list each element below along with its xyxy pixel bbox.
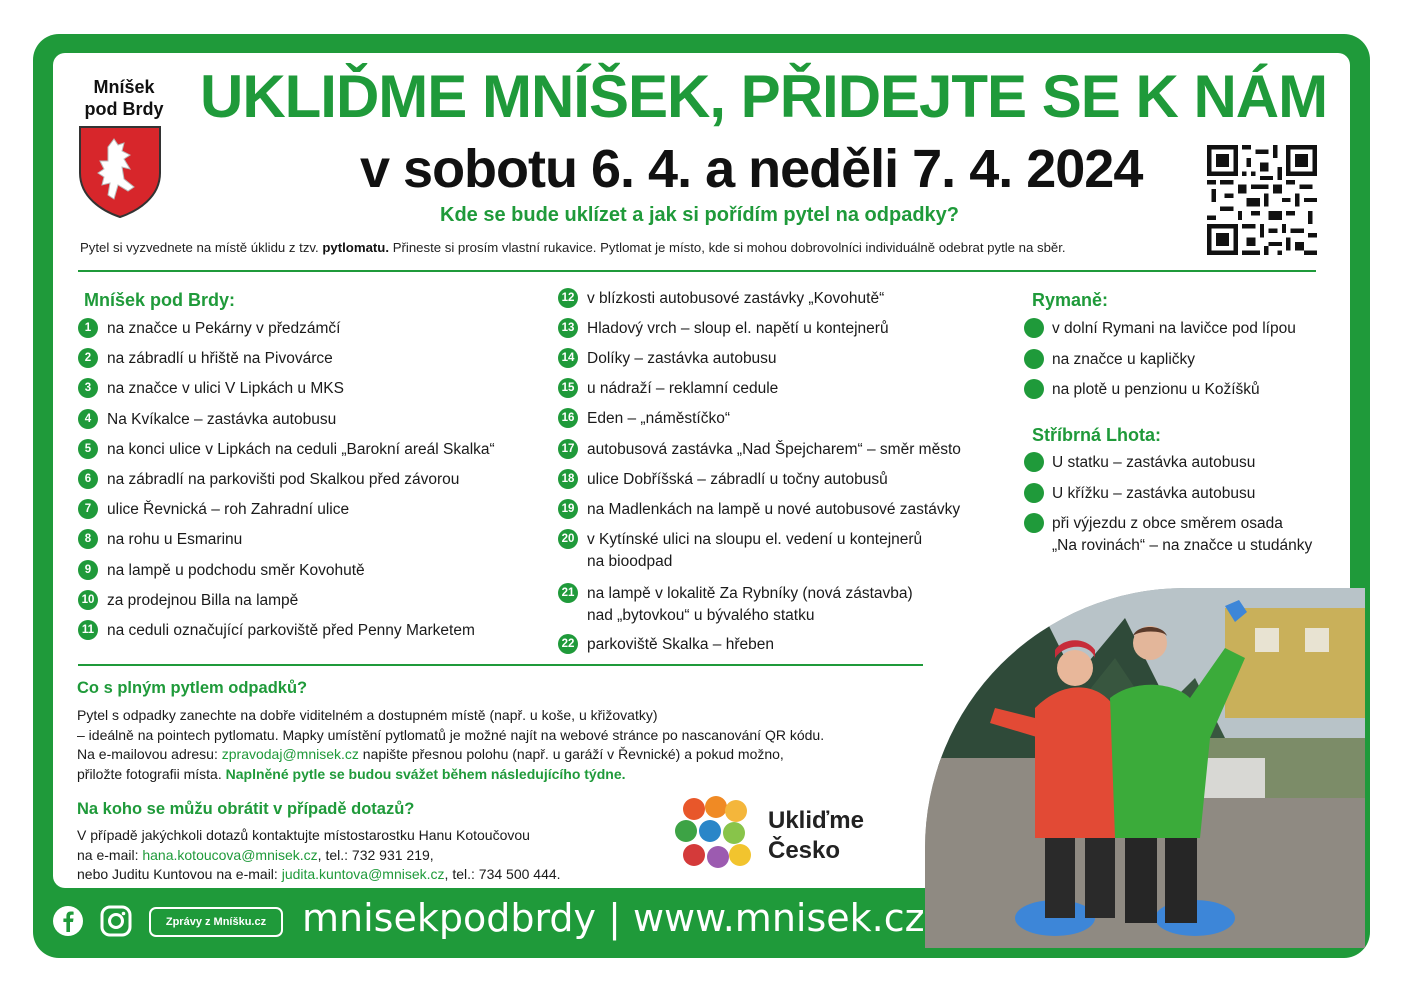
list-item <box>78 348 333 370</box>
bullet-icon <box>1024 349 1044 369</box>
list-item: při výjezdu z obce směrem osada „Na rovinách“ – na značce u studánky <box>1024 513 1312 557</box>
list-item <box>558 439 961 461</box>
location-text: na konci ulice v Lipkách na ceduli „Barokní areál Skalka“ <box>107 440 495 458</box>
list-item <box>558 408 730 430</box>
list-item <box>1024 483 1255 505</box>
number-badge: 21 <box>558 583 578 603</box>
number-badge: 5 <box>78 439 98 459</box>
divider <box>78 664 923 666</box>
bullet-icon <box>1024 483 1044 503</box>
location-text: na značce u kapličky <box>1052 350 1196 368</box>
list-item <box>558 348 777 370</box>
number-badge: 7 <box>78 499 98 519</box>
page-title: UKLIĎME MNÍŠEK, PŘIDEJTE SE K NÁM <box>200 63 1328 130</box>
number-badge: 17 <box>558 439 578 459</box>
list-item <box>78 560 365 582</box>
location-text: na lampě u podchodu směr Kovohutě <box>107 561 365 579</box>
contact-text: V případě jakýchkoli dotazů kontaktujte místostarostku Hanu Kotoučovou na e-mail: hana.kotoucova@mnisek.cz, tel.: 732 931 219, nebo Juditu Kuntovou na e-mail: judita.kuntova@mnisek.cz, tel.: 734 500 444. <box>77 827 561 882</box>
number-badge: 3 <box>78 378 98 398</box>
location-text: Dolíky – zastávka autobusu <box>587 350 777 367</box>
location-text: na rohu u Esmarinu <box>107 531 243 549</box>
event-dates: v sobotu 6. 4. a neděli 7. 4. 2024 <box>360 139 1143 199</box>
number-badge: 2 <box>78 348 98 368</box>
list-item <box>558 499 960 521</box>
pytlomat-term: pytlomatu. <box>322 240 390 255</box>
location-text: na zábradlí na parkovišti pod Skalkou před závorou <box>107 471 460 488</box>
location-text: na Madlenkách na lampě u nové autobusové zastávky <box>587 501 961 518</box>
section-title-mnisek: Mníšek pod Brdy: <box>84 290 236 310</box>
instagram-icon[interactable] <box>100 905 132 937</box>
number-badge: 19 <box>558 499 578 519</box>
number-badge: 12 <box>558 288 578 308</box>
location-text: v dolní Rymani na lavičce pod lípou <box>1052 320 1296 337</box>
number-badge: 14 <box>558 348 578 368</box>
number-badge: 22 <box>558 634 578 654</box>
town-name-line1: Mníšek <box>93 77 155 97</box>
number-badge: 9 <box>78 560 98 580</box>
number-badge: 1 <box>78 318 98 338</box>
location-text: ulice Dobříšská – zábradlí u točny autobusů <box>587 471 888 488</box>
list-item <box>558 583 913 627</box>
location-text: ulice Řevnická – roh Zahradní ulice <box>107 501 350 519</box>
section-title-rymane: Rymaně: <box>1032 290 1109 310</box>
bullet-icon <box>1024 379 1044 399</box>
list-item <box>78 469 459 491</box>
list-item <box>1024 349 1195 371</box>
list-item <box>1024 318 1296 340</box>
bullet-icon <box>1024 513 1044 533</box>
uklidme-cesko-logo-icon <box>672 795 756 879</box>
bullet-icon <box>1024 452 1044 472</box>
crest-icon <box>78 125 162 219</box>
number-badge: 20 <box>558 529 578 549</box>
location-text: na značce u Pekárny v předzámčí <box>107 320 341 337</box>
location-text: v blízkosti autobusové zastávky „Kovohutě“ <box>587 290 885 307</box>
location-text: u nádraží – reklamní cedule <box>587 380 779 397</box>
location-text: za prodejnou Billa na lampě <box>107 591 299 609</box>
location-text: parkoviště Skalka – hřeben <box>587 636 774 653</box>
location-text: v Kytínské ulici na sloupu el. vedení u kontejnerů na bioodpad <box>587 531 923 570</box>
list-item <box>1024 452 1255 474</box>
list-item <box>558 318 889 340</box>
town-name-line2: pod Brdy <box>84 99 164 119</box>
list-item <box>78 620 475 642</box>
list-item <box>78 378 344 400</box>
location-text: Eden – „náměstíčko“ <box>587 410 731 427</box>
number-badge: 6 <box>78 469 98 489</box>
location-text: Hladový vrch – sloup el. napětí u kontejnerů <box>587 320 889 337</box>
location-text: U statku – zastávka autobusu <box>1052 454 1256 471</box>
number-badge: 15 <box>558 378 578 398</box>
number-badge: 13 <box>558 318 578 338</box>
location-text: U křížku – zastávka autobusu <box>1052 484 1256 502</box>
list-item <box>78 439 495 461</box>
number-badge: 4 <box>78 409 98 429</box>
uklidme-cesko-logo: Ukliďme Česko <box>768 807 864 864</box>
zpravy-z-mnisku-button[interactable]: Zprávy z Mníšku.cz <box>149 907 283 937</box>
number-badge: 8 <box>78 529 98 549</box>
list-item <box>558 378 778 400</box>
list-item <box>558 634 774 656</box>
number-badge: 18 <box>558 469 578 489</box>
location-text: Na Kvíkalce – zastávka autobusu <box>107 410 337 428</box>
bullet-icon <box>1024 318 1044 338</box>
qr-code[interactable] <box>1207 145 1317 255</box>
email-link[interactable]: judita.kuntova@mnisek.cz <box>281 866 445 882</box>
location-text: na lampě v lokalitě Za Rybníky (nová zástavba) nad „bytovkou“ u bývalého statku <box>587 585 913 624</box>
where-question: Kde se bude uklízet a jak si pořídím pytel na odpadky? <box>440 204 960 226</box>
email-link[interactable]: hana.kotoucova@mnisek.cz <box>142 846 318 863</box>
location-text: na zábradlí u hřiště na Pivovárce <box>107 350 333 368</box>
full-bag-text: Pytel s odpadky zanechte na dobře viditelném a dostupném místě (např. u koše, u křižovatky) – ideálně na pointech pytlomatu. Mapky umístění pytlomatů je možné najít na webové stránce po nascanování QR kódu. Na e-mailovou adresu: zpravodaj@mnisek.cz napište přesnou polohu (např. u garáží v Řevnické) a pokud možno, přiložte fotografii místa. Naplněné pytle se budou svážet během následujícího týdne. <box>77 707 825 782</box>
list-item <box>78 409 336 431</box>
town-name <box>78 76 170 120</box>
divider <box>78 270 1316 272</box>
list-item <box>1024 379 1260 401</box>
list-item <box>78 499 349 521</box>
list-item <box>78 529 242 551</box>
number-badge: 10 <box>78 590 98 610</box>
list-item <box>558 469 888 491</box>
location-text: autobusová zastávka „Nad Špejcharem“ – směr město <box>587 441 961 458</box>
list-item <box>78 318 340 340</box>
website-link[interactable]: mnisekpodbrdy | www.mnisek.cz <box>302 896 925 940</box>
section-title-lhota: Stříbrná Lhota: <box>1032 425 1161 445</box>
location-text: na ceduli označující parkoviště před Penny Marketem <box>107 622 475 639</box>
contact-title: Na koho se můžu obrátit v případě dotazů? <box>77 800 415 818</box>
facebook-icon[interactable] <box>52 905 84 937</box>
number-badge: 11 <box>78 620 98 640</box>
list-item <box>558 288 884 310</box>
full-bag-title: Co s plným pytlem odpadků? <box>77 679 308 697</box>
location-text: na značce v ulici V Lipkách u MKS <box>107 380 344 398</box>
email-link[interactable]: zpravodaj@mnisek.cz <box>221 746 359 762</box>
number-badge: 16 <box>558 408 578 428</box>
location-text: na plotě u penzionu u Kožíšků <box>1052 381 1260 398</box>
intro-text: Pytel si vyzvednete na místě úklidu z tzv. pytlomatu. Přineste si prosím vlastní rukavice. Pytlomat je místo, kde si mohou dobrovolníci individuálně odebrat pytle na sběr. <box>80 240 1066 255</box>
list-item <box>78 590 298 612</box>
list-item <box>558 529 922 573</box>
